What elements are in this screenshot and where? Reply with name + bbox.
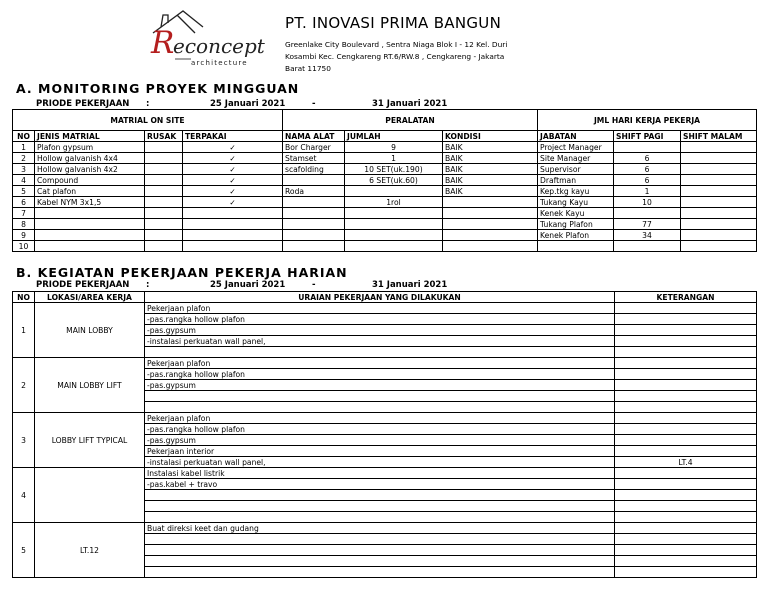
table-row <box>13 197 757 208</box>
work-description: Buat direksi keet dan gudang <box>145 523 615 534</box>
remark <box>615 446 757 457</box>
table-cell <box>681 153 757 164</box>
table-cell: Site Manager <box>538 153 614 164</box>
table-cell <box>145 219 183 230</box>
period-colon: : <box>146 280 150 290</box>
table-cell: BAIK <box>443 153 538 164</box>
remark <box>615 391 757 402</box>
table-cell: ✓ <box>183 175 283 186</box>
table-cell: ✓ <box>183 197 283 208</box>
svg-text:econcept: econcept <box>173 34 265 58</box>
table-cell: Roda <box>283 186 345 197</box>
address-line: Kosambi Kec. Cengkareng RT.6/RW.8 , Cengkareng - Jakarta <box>285 52 505 61</box>
work-description: Pekerjaan interior <box>145 446 615 457</box>
table-cell <box>283 175 345 186</box>
column-header: KETERANGAN <box>615 292 757 303</box>
table-cell <box>345 230 443 241</box>
table-cell <box>538 241 614 252</box>
work-description: -pas.kabel + travo <box>145 479 615 490</box>
work-description: -pas.rangka hollow plafon <box>145 369 615 380</box>
period-dash: - <box>312 280 316 290</box>
table-row <box>13 219 757 230</box>
table-cell: Tukang Plafon <box>538 219 614 230</box>
table-row <box>13 230 757 241</box>
table-cell <box>283 197 345 208</box>
period-dash: - <box>312 99 316 109</box>
column-header: SHIFT MALAM <box>681 131 757 142</box>
table-row <box>13 142 757 153</box>
column-header: JUMLAH <box>345 131 443 142</box>
table-cell <box>614 208 681 219</box>
table-cell: Kabel NYM 3x1,5 <box>35 197 145 208</box>
table-cell: 10 <box>13 241 35 252</box>
table-cell <box>183 219 283 230</box>
table-cell: scafolding <box>283 164 345 175</box>
table-cell <box>345 208 443 219</box>
table-cell <box>145 197 183 208</box>
table-cell: 10 <box>614 197 681 208</box>
table-cell: 4 <box>13 175 35 186</box>
table-cell <box>145 153 183 164</box>
column-header: URAIAN PEKERJAAN YANG DILAKUKAN <box>145 292 615 303</box>
table-cell <box>614 241 681 252</box>
table-cell: 9 <box>13 230 35 241</box>
section-b-title: B. KEGIATAN PEKERJAAN PEKERJA HARIAN <box>16 265 348 280</box>
work-description <box>145 512 615 523</box>
table-cell <box>35 208 145 219</box>
table-cell: Cat plafon <box>35 186 145 197</box>
table-row <box>13 468 757 479</box>
table-cell: 5 <box>13 186 35 197</box>
table-cell: Stamset <box>283 153 345 164</box>
row-number: 3 <box>13 413 35 468</box>
table-cell: ✓ <box>183 153 283 164</box>
table-cell <box>443 197 538 208</box>
table-cell <box>681 208 757 219</box>
period-label: PRIODE PEKERJAAN <box>36 99 130 109</box>
company-address <box>285 39 545 75</box>
table-cell <box>681 175 757 186</box>
remark <box>615 479 757 490</box>
work-description: -pas.gypsum <box>145 435 615 446</box>
table-row <box>13 175 757 186</box>
table-row <box>13 523 757 534</box>
period-date-to: 31 Januari 2021 <box>372 99 448 109</box>
table-cell: Tukang Kayu <box>538 197 614 208</box>
table-row <box>13 164 757 175</box>
company-logo <box>143 7 279 69</box>
remark <box>615 468 757 479</box>
table-cell: Compound <box>35 175 145 186</box>
table-cell <box>345 186 443 197</box>
period-date-from: 25 Januari 2021 <box>210 280 286 290</box>
work-description <box>145 490 615 501</box>
table-cell <box>35 230 145 241</box>
remark <box>615 303 757 314</box>
table-cell: 9 <box>345 142 443 153</box>
company-name: PT. INOVASI PRIMA BANGUN <box>285 14 502 32</box>
table-cell: 3 <box>13 164 35 175</box>
row-number: 4 <box>13 468 35 523</box>
work-description: -pas.rangka hollow plafon <box>145 314 615 325</box>
table-cell: 1rol <box>345 197 443 208</box>
column-header: TERPAKAI <box>183 131 283 142</box>
column-header: NO <box>13 292 35 303</box>
work-description: Pekerjaan plafon <box>145 303 615 314</box>
table-row <box>13 413 757 424</box>
table-cell: Kenek Kayu <box>538 208 614 219</box>
table-cell: 6 <box>614 175 681 186</box>
svg-text:architecture: architecture <box>191 59 248 67</box>
address-line: Greenlake City Boulevard , Sentra Niaga Blok I - 12 Kel. Duri <box>285 40 508 49</box>
work-description: -instalasi perkuatan wall panel, <box>145 336 615 347</box>
table-cell <box>145 175 183 186</box>
table-cell <box>345 219 443 230</box>
work-description: Instalasi kabel listrik <box>145 468 615 479</box>
table-cell <box>681 230 757 241</box>
table-cell <box>283 230 345 241</box>
column-header: RUSAK <box>145 131 183 142</box>
work-description: -instalasi perkuatan wall panel, <box>145 457 615 468</box>
table-cell <box>145 164 183 175</box>
table-row <box>13 358 757 369</box>
table-cell <box>443 241 538 252</box>
remark: LT.4 <box>615 457 757 468</box>
table-cell <box>283 241 345 252</box>
work-description: -pas.gypsum <box>145 325 615 336</box>
table-cell: Kep.tkg kayu <box>538 186 614 197</box>
remark <box>615 534 757 545</box>
work-description <box>145 534 615 545</box>
section-a-title: A. MONITORING PROYEK MINGGUAN <box>16 81 300 96</box>
remark <box>615 380 757 391</box>
table-cell <box>145 142 183 153</box>
table-cell: Hollow galvanish 4x4 <box>35 153 145 164</box>
column-header: NAMA ALAT <box>283 131 345 142</box>
table-cell: Hollow galvanish 4x2 <box>35 164 145 175</box>
group-header-equipment: PERALATAN <box>283 110 538 131</box>
table-cell: 1 <box>13 142 35 153</box>
table-cell <box>183 241 283 252</box>
remark <box>615 512 757 523</box>
table-cell: ✓ <box>183 186 283 197</box>
table-cell: ✓ <box>183 142 283 153</box>
table-cell <box>283 219 345 230</box>
remark <box>615 567 757 578</box>
table-cell: Supervisor <box>538 164 614 175</box>
table-cell <box>443 230 538 241</box>
work-description: Pekerjaan plafon <box>145 413 615 424</box>
table-cell <box>283 208 345 219</box>
column-header: JENIS MATRIAL <box>35 131 145 142</box>
remark <box>615 490 757 501</box>
table-cell <box>681 142 757 153</box>
table-cell: BAIK <box>443 175 538 186</box>
table-cell: 34 <box>614 230 681 241</box>
table-cell <box>443 208 538 219</box>
remark <box>615 314 757 325</box>
table-cell: ✓ <box>183 164 283 175</box>
column-header: KONDISI <box>443 131 538 142</box>
row-number: 2 <box>13 358 35 413</box>
remark <box>615 358 757 369</box>
table-cell: BAIK <box>443 142 538 153</box>
table-cell: Bor Charger <box>283 142 345 153</box>
monitoring-table <box>12 109 757 252</box>
table-cell <box>145 186 183 197</box>
remark <box>615 424 757 435</box>
table-cell: 8 <box>13 219 35 230</box>
table-cell: Plafon gypsum <box>35 142 145 153</box>
table-cell <box>345 241 443 252</box>
table-cell: 6 <box>614 164 681 175</box>
row-number: 5 <box>13 523 35 578</box>
work-location: MAIN LOBBY <box>35 303 145 358</box>
work-description <box>145 545 615 556</box>
remark <box>615 545 757 556</box>
table-cell <box>681 197 757 208</box>
table-row <box>13 303 757 314</box>
table-cell <box>681 186 757 197</box>
table-cell: 1 <box>614 186 681 197</box>
table-cell: 7 <box>13 208 35 219</box>
period-label: PRIODE PEKERJAAN <box>36 280 130 290</box>
work-location <box>35 468 145 523</box>
table-cell <box>145 241 183 252</box>
work-description: -pas.rangka hollow plafon <box>145 424 615 435</box>
table-cell: Kenek Plafon <box>538 230 614 241</box>
remark <box>615 501 757 512</box>
work-description <box>145 556 615 567</box>
table-cell: BAIK <box>443 186 538 197</box>
table-row <box>13 186 757 197</box>
work-description <box>145 347 615 358</box>
work-location: LT.12 <box>35 523 145 578</box>
table-row <box>13 241 757 252</box>
table-cell <box>183 208 283 219</box>
row-number: 1 <box>13 303 35 358</box>
table-cell <box>145 230 183 241</box>
table-cell: 77 <box>614 219 681 230</box>
group-header-material: MATRIAL ON SITE <box>13 110 283 131</box>
column-header: SHIFT PAGI <box>614 131 681 142</box>
column-header: LOKASI/AREA KERJA <box>35 292 145 303</box>
remark <box>615 336 757 347</box>
table-cell: 6 <box>13 197 35 208</box>
table-cell <box>145 208 183 219</box>
work-description: Pekerjaan plafon <box>145 358 615 369</box>
column-header: NO <box>13 131 35 142</box>
work-description <box>145 402 615 413</box>
work-description: -pas.gypsum <box>145 380 615 391</box>
remark <box>615 523 757 534</box>
remark <box>615 402 757 413</box>
table-cell <box>681 241 757 252</box>
table-cell <box>681 219 757 230</box>
table-cell <box>614 142 681 153</box>
remark <box>615 369 757 380</box>
table-cell: BAIK <box>443 164 538 175</box>
remark <box>615 347 757 358</box>
period-colon: : <box>146 99 150 109</box>
remark <box>615 556 757 567</box>
daily-activity-table <box>12 291 757 578</box>
remark <box>615 413 757 424</box>
table-cell: 2 <box>13 153 35 164</box>
remark <box>615 325 757 336</box>
remark <box>615 435 757 446</box>
table-cell: 10 SET(uk.190) <box>345 164 443 175</box>
table-cell: 6 <box>614 153 681 164</box>
table-cell <box>183 230 283 241</box>
work-description <box>145 501 615 512</box>
table-cell: Draftman <box>538 175 614 186</box>
address-line: Barat 11750 <box>285 64 331 73</box>
period-date-from: 25 Januari 2021 <box>210 99 286 109</box>
period-date-to: 31 Januari 2021 <box>372 280 448 290</box>
table-cell <box>443 219 538 230</box>
work-location: LOBBY LIFT TYPICAL <box>35 413 145 468</box>
column-header: JABATAN <box>538 131 614 142</box>
table-row <box>13 208 757 219</box>
table-cell <box>681 164 757 175</box>
table-cell <box>35 219 145 230</box>
svg-text:R: R <box>151 25 175 61</box>
group-header-workdays: JML HARI KERJA PEKERJA <box>538 110 757 131</box>
table-cell <box>35 241 145 252</box>
work-location: MAIN LOBBY LIFT <box>35 358 145 413</box>
table-row <box>13 153 757 164</box>
table-cell: 6 SET(uk.60) <box>345 175 443 186</box>
work-description <box>145 567 615 578</box>
table-cell: Project Manager <box>538 142 614 153</box>
work-description <box>145 391 615 402</box>
table-cell: 1 <box>345 153 443 164</box>
